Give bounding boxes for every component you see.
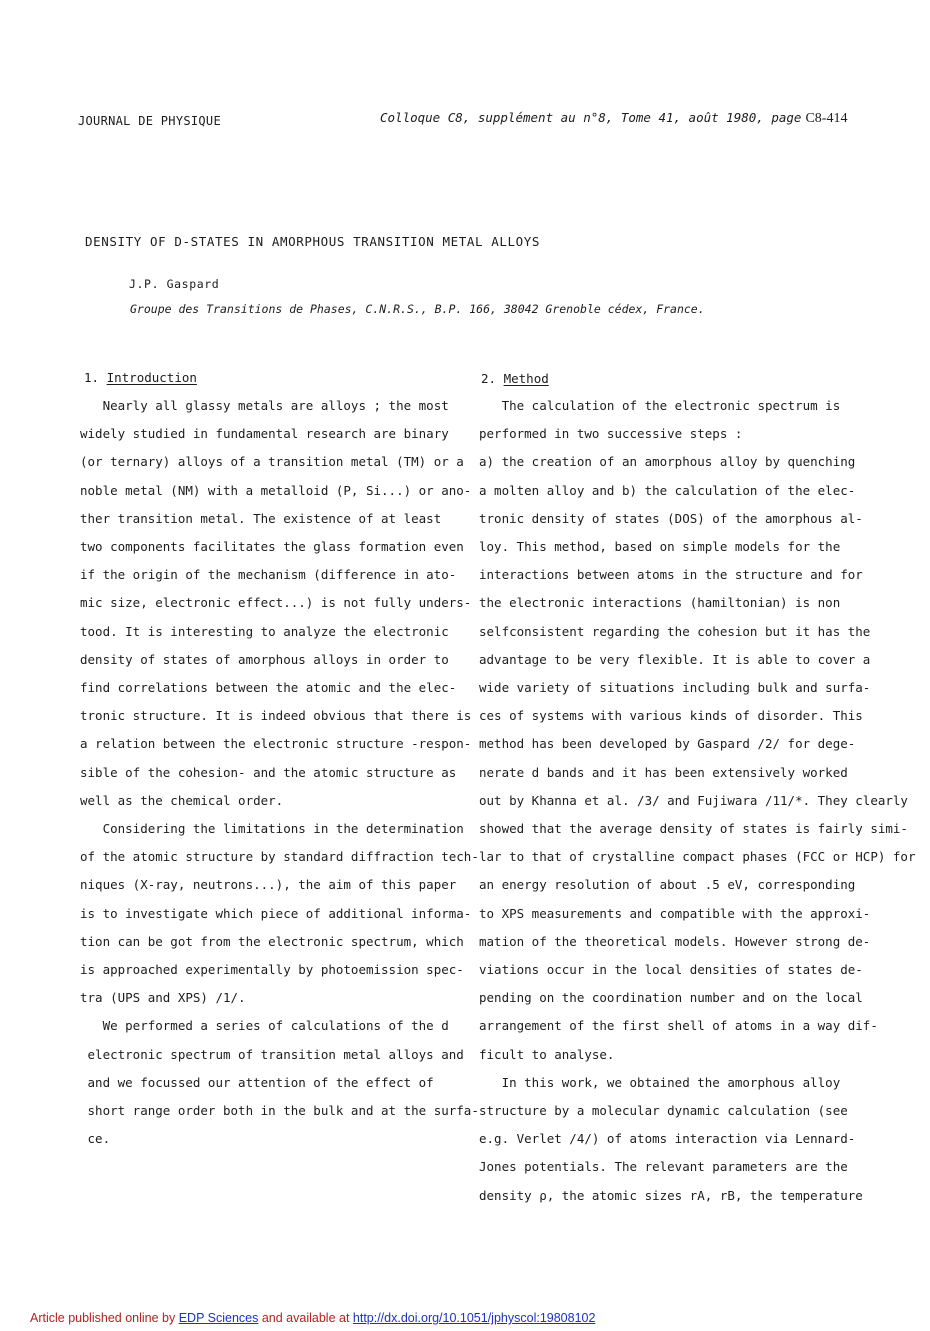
text-line: Considering the limitations in the determination <box>80 821 464 836</box>
text-line: a) the creation of an amorphous alloy by quenching <box>479 454 856 470</box>
footer-prefix: Article published online by <box>30 1311 179 1325</box>
text-line: two components facilitates the glass formation even <box>80 539 464 554</box>
text-line: e.g. Verlet /4/) of atoms interaction via Lennard- <box>479 1131 856 1147</box>
text-line: an energy resolution of about .5 eV, corresponding <box>479 877 856 893</box>
section-number: 1. <box>84 370 100 385</box>
text-line: density ρ, the atomic sizes rA, rB, the temperature <box>479 1187 863 1203</box>
text-line: ce. <box>80 1131 111 1147</box>
section-number: 2. <box>481 371 497 386</box>
text-line: arrangement of the first shell of atoms in a way dif- <box>479 1018 878 1034</box>
text-line: viations occur in the local densities of states de- <box>479 962 863 977</box>
text-line: ther transition metal. The existence of at least <box>80 510 442 526</box>
text-line: well as the chemical order. <box>80 792 284 808</box>
text-line: is approached experimentally by photoemission spec- <box>80 962 464 977</box>
text-line: out by Khanna et al. /3/ and Fujiwara /11/*. They clearly <box>479 792 908 808</box>
text-line: tronic structure. It is indeed obvious that there is <box>80 708 472 724</box>
text-line: Nearly all glassy metals are alloys ; the most <box>80 398 449 413</box>
text-line: density of states of amorphous alloys in order to <box>80 651 449 667</box>
text-line: wide variety of situations including bulk and surfa- <box>479 680 871 695</box>
text-line: to XPS measurements and compatible with the approxi- <box>479 905 871 921</box>
text-line: tronic density of states (DOS) of the amorphous al- <box>479 510 863 526</box>
author: J.P. Gaspard <box>129 277 220 291</box>
affiliation: Groupe des Transitions de Phases, C.N.R.S., B.P. 166, 38042 Grenoble cédex, France. <box>130 302 705 316</box>
text-line: of the atomic structure by standard diffraction tech- <box>80 849 479 865</box>
text-line: and we focussed our attention of the effect of <box>80 1074 434 1090</box>
text-line: is to investigate which piece of additional informa- <box>80 905 472 921</box>
text-line: selfconsistent regarding the cohesion but it has the <box>479 623 871 639</box>
text-line: short range order both in the bulk and at the surfa- <box>80 1103 479 1118</box>
text-line: pending on the coordination number and on the local <box>479 990 863 1006</box>
text-line: We performed a series of calculations of the d <box>80 1018 449 1034</box>
publisher-link[interactable]: EDP Sciences <box>178 1311 259 1325</box>
section-title: Introduction <box>106 370 197 385</box>
text-line: niques (X-ray, neutrons...), the aim of this paper <box>80 877 457 893</box>
text-line: ficult to analyse. <box>479 1046 615 1062</box>
journal-name: JOURNAL DE PHYSIQUE <box>78 114 221 128</box>
text-line: if the origin of the mechanism (difference in ato- <box>80 567 457 583</box>
text-line: (or ternary) alloys of a transition metal (TM) or a <box>80 454 464 470</box>
text-line: mic size, electronic effect...) is not fully unders- <box>80 595 472 611</box>
doi-link[interactable]: http://dx.doi.org/10.1051/jphyscol:19808102 <box>352 1311 596 1325</box>
section-title: Method <box>503 371 549 386</box>
text-line: loy. This method, based on simple models for the <box>479 539 841 554</box>
text-line: Jones potentials. The relevant parameters are the <box>479 1159 848 1175</box>
text-line: noble metal (NM) with a metalloid (P, Si...) or ano- <box>80 482 472 498</box>
text-line: find correlations between the atomic and the elec- <box>80 680 457 695</box>
text-line: interactions between atoms in the structure and for <box>479 567 863 583</box>
text-line: structure by a molecular dynamic calculation (see <box>479 1103 848 1118</box>
issue-citation-text: Colloque C8, supplément au n°8, Tome 41, août 1980, page <box>380 110 802 125</box>
text-line: tra (UPS and XPS) /1/. <box>80 990 246 1006</box>
footer-middle: and available at <box>258 1311 353 1325</box>
text-line: lar to that of crystalline compact phases (FCC or HCP) for <box>479 849 916 865</box>
text-line: widely studied in fundamental research are binary <box>80 426 449 442</box>
text-line: sible of the cohesion- and the atomic structure as <box>80 764 457 780</box>
text-line: advantage to be very flexible. It is able to cover a <box>479 651 871 667</box>
section-heading-introduction <box>84 370 197 385</box>
paper-title: DENSITY OF D-STATES IN AMORPHOUS TRANSITION METAL ALLOYS <box>85 234 541 249</box>
text-line: performed in two successive steps : <box>479 426 743 442</box>
text-line: the electronic interactions (hamiltonian) is non <box>479 595 841 611</box>
text-line: mation of the theoretical models. However strong de- <box>479 933 871 949</box>
text-line: electronic spectrum of transition metal alloys and <box>80 1046 464 1062</box>
text-line: In this work, we obtained the amorphous alloy <box>479 1074 841 1090</box>
text-line: a relation between the electronic structure -respon- <box>80 736 472 752</box>
text-line: ces of systems with various kinds of disorder. This <box>479 708 863 724</box>
issue-citation <box>380 110 847 127</box>
section-heading-method <box>481 371 549 386</box>
page-number: C8-414 <box>805 111 848 126</box>
text-line: nerate d bands and it has been extensively worked <box>479 764 848 780</box>
text-line: The calculation of the electronic spectrum is <box>479 398 841 413</box>
text-line: tood. It is interesting to analyze the electronic <box>80 623 449 639</box>
text-line: showed that the average density of states is fairly simi- <box>479 821 908 836</box>
text-line: a molten alloy and b) the calculation of the elec- <box>479 482 856 498</box>
text-line: tion can be got from the electronic spectrum, which <box>80 933 464 949</box>
publication-footer <box>30 1311 595 1325</box>
text-line: method has been developed by Gaspard /2/ for dege- <box>479 736 856 752</box>
